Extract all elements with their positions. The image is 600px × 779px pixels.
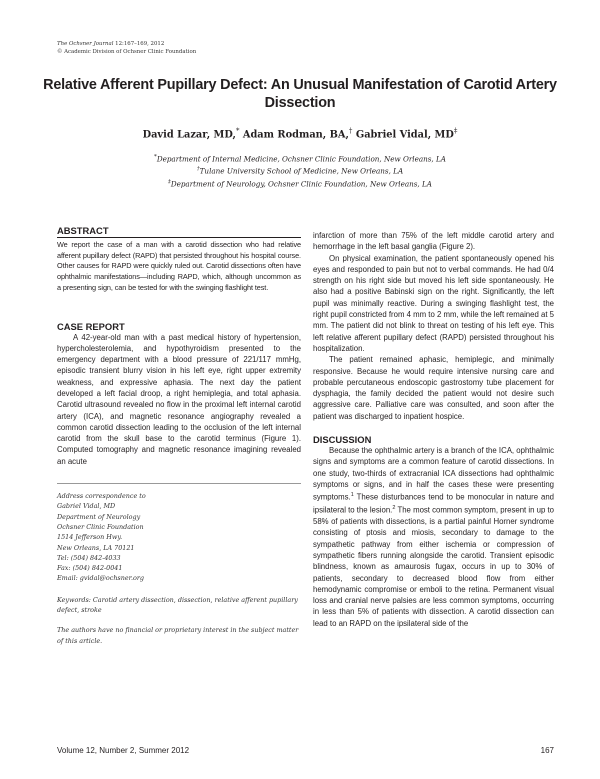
- left-column: [57, 225, 301, 646]
- journal-citation: [57, 40, 196, 48]
- affiliation-2-text: Tulane University School of Medicine, New Orleans, LA: [199, 166, 404, 176]
- author-1: David Lazar, MD,: [142, 129, 236, 141]
- affiliations: [60, 152, 540, 189]
- keywords: Keywords: Carotid artery dissection, dissection, relative afferent pupillary defect, stroke: [57, 595, 298, 615]
- article-title: Relative Afferent Pupillary Defect: An Unusual Manifestation of Carotid Artery Dissection: [43, 77, 557, 111]
- right-column: [313, 230, 554, 629]
- case-report-heading: CASE REPORT: [57, 320, 125, 332]
- abstract-rule: [57, 237, 301, 238]
- author-1-mark: *: [235, 127, 240, 135]
- disclosure-statement: The authors have no financial or proprietary interest in the subject matter of this article.: [57, 626, 299, 645]
- footer-volume: Volume 12, Number 2, Summer 2012: [57, 746, 190, 755]
- affiliation-2: [60, 164, 540, 176]
- abstract-heading: ABSTRACT: [57, 225, 109, 236]
- correspondence-line: 1514 Jefferson Hwy.: [57, 533, 123, 542]
- correspondence-line: Gabriel Vidal, MD: [57, 502, 116, 511]
- discussion-text-c: The most common symptom, present in up to 58% of patients with dissections, is a partial painful Horner syndrome consisting of ptosis and miosis, secondary to damage to the sympathetic pathway from either ischemia or compression of sympathetic fibers running alongside the carotid. Transient episodic blindness, known as amaurosis fugax, occurs in up to 30% of patients, secondary to decreased blood flow from either hemodynamic compromise or emboli to the retina. Permanent visual loss and cranial nerve palsies are less common symptoms, occurring in less than 5% of patients with dissection. A carotid dissection can lead to an RAPD on the ipsilateral side of the: [313, 505, 554, 628]
- author-2: Adam Rodman, BA,: [242, 129, 349, 141]
- correspondence-line: Ochsner Clinic Foundation: [57, 522, 144, 531]
- correspondence-email: Email: gvidal@ochsner.org: [57, 574, 144, 583]
- abstract-text: We report the case of a man with a carotid dissection who had relative afferent pupillary defect (RAPD) that persisted throughout his hospital course. Other causes for RAPD were quickly ruled out. Carotid dissections often have ophthalmic manifestations—including RAPD, which, although uncommon as a presenting sign, can be tested for with the swinging flashlight test.: [57, 240, 301, 292]
- journal-header: [57, 40, 196, 56]
- discussion-text-b: These disturbances tend to be monocular in nature and ipsilateral to the lesion.: [313, 492, 554, 515]
- reference-2[interactable]: 2: [392, 505, 396, 512]
- affiliation-3-mark: ‡: [168, 178, 171, 185]
- correspondence-block: [57, 491, 301, 584]
- affiliation-2-mark: †: [196, 166, 200, 173]
- reference-1[interactable]: 1: [350, 492, 354, 499]
- author-list: [60, 125, 540, 141]
- correspondence-line: Tel: (504) 842-4033: [57, 553, 121, 562]
- case-report-paragraph-1: A 42-year-old man with a past medical history of hypertension, hypercholesterolemia, and hypothyroidism presented to the emergency department with a blood pressure of 221/117 mmHg, episodic transient blurry vision in his left eye, right upper extremity weakness, and expressive aphasia. The next day the patient developed a left facial droop, a right hemiplegia, and total aphasia. Carotid ultrasound revealed no flow in the proximal left internal carotid artery (ICA), and magnetic resonance angiography revealed a common carotid dissection leading to the occlusion of the left internal carotid from the skull base to the carotid terminus (Figure 1). Computed tomography and magnetic resonance imagining revealed an acute: [57, 332, 301, 466]
- discussion-heading: DISCUSSION: [313, 434, 372, 446]
- author-3: Gabriel Vidal, MD: [355, 129, 454, 141]
- case-report-section: [57, 321, 301, 468]
- correspondence-line: Department of Neurology: [57, 512, 141, 521]
- affiliation-3-text: Department of Neurology, Ochsner Clinic Foundation, New Orleans, LA: [170, 179, 432, 189]
- journal-copyright: © Academic Division of Ochsner Clinic Foundation: [57, 49, 197, 55]
- journal-citation-rest: 12:167–169, 2012: [113, 41, 165, 47]
- affiliation-3: [60, 177, 540, 189]
- author-3-mark: ‡: [453, 127, 458, 135]
- discussion-paragraph-1: [313, 445, 554, 629]
- affiliation-1-text: Department of Internal Medicine, Ochsner Clinic Foundation, New Orleans, LA: [156, 154, 446, 164]
- correspondence-line: New Orleans, LA 70121: [57, 543, 135, 552]
- correspondence-line: Fax: (504) 842-0041: [57, 564, 123, 573]
- case-report-paragraph-2: On physical examination, the patient spontaneously opened his eyes and responded to pain but not to verbal commands. He had 0/4 strength on his right side but moved his left side spontaneously. He also had a positive Babinski sign on the right. Significantly, the left pupil was minimally reactive. During a swinging flashlight test, the right pupil constricted from 4 mm to 2 mm, while the left remained at 5 mm. The patient did not blink to threat on testing of his left eye. This left relative afferent pupillary defect (RAPD) persisted throughout his hospitalization.: [313, 253, 554, 353]
- case-report-continuation: infarction of more than 75% of the left middle carotid artery and hemorrhage in the left basal ganglia (Figure 2).: [313, 231, 554, 252]
- affiliation-1: [60, 152, 540, 164]
- abstract-section: [57, 225, 301, 294]
- affiliation-1-mark: *: [154, 154, 157, 160]
- journal-name: The Ochsner Journal: [57, 41, 114, 47]
- case-report-paragraph-3: The patient remained aphasic, hemiplegic, and minimally responsive. Because he would require intensive nursing care and probable percutaneous endoscopic gastrostomy tube placement for dysphagia, the family decided the patient would not desire such aggressive care. Palliative care was consulted, and soon after the patient was discharged to inpatient hospice.: [313, 355, 554, 421]
- author-2-mark: †: [348, 127, 353, 135]
- discussion-text-a: Because the ophthalmic artery is a branch of the ICA, ophthalmic signs and symptoms are a common feature of carotid dissections. In one study, two-thirds of extracranial ICA dissections had ophthalmic symptoms or signs, and in half the cases these were presenting symptoms.: [313, 446, 554, 502]
- correspondence-heading: Address correspondence to: [57, 492, 146, 501]
- footer-page-number: 167: [540, 746, 554, 755]
- discussion-section: [313, 434, 554, 629]
